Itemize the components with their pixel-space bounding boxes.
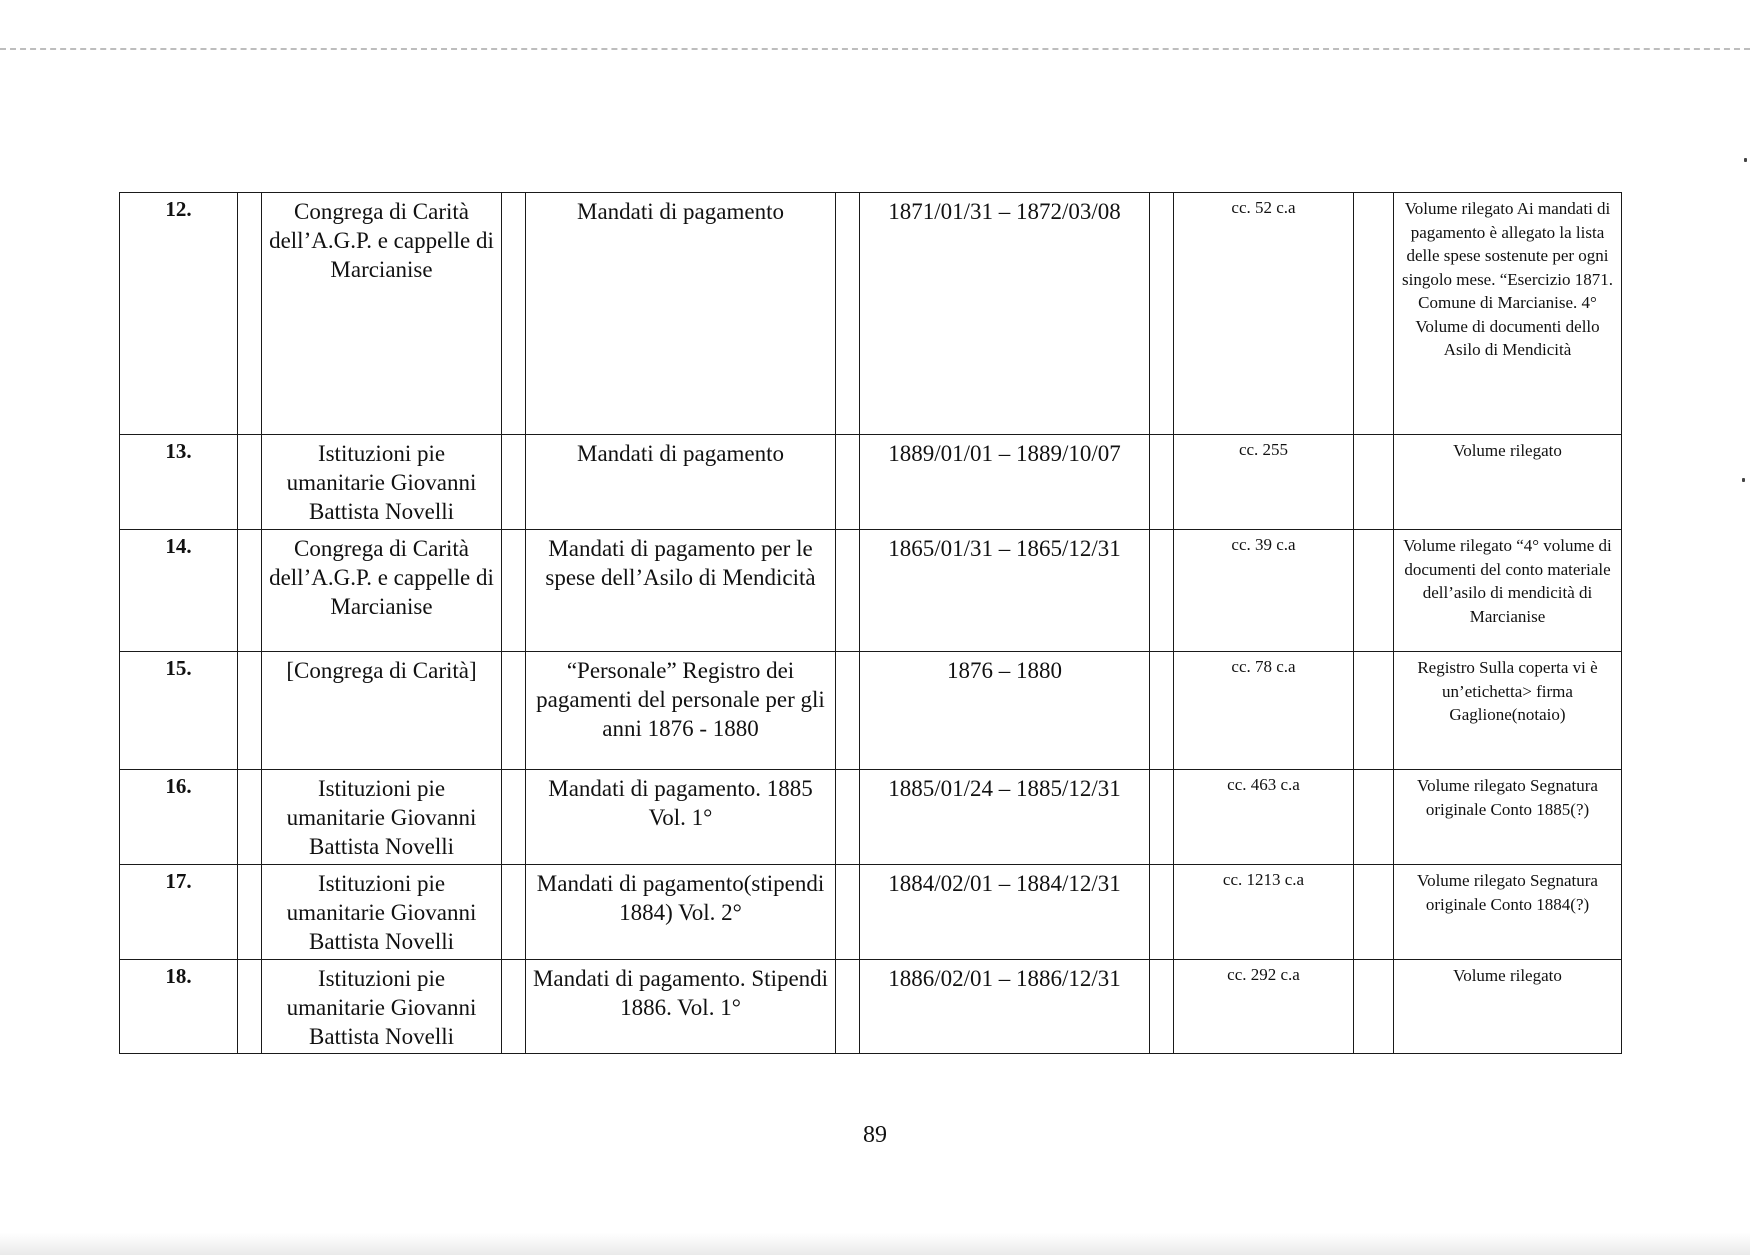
notes-cell: Volume rilegato “4° volume di documenti del conto materiale dell’asilo di mendicità di Marcianise: [1394, 530, 1622, 652]
notes-cell: Volume rilegato: [1394, 435, 1622, 530]
title-cell: Mandati di pagamento(stipendi 1884) Vol. 2°: [526, 865, 836, 960]
extent-cell: cc. 52 c.a: [1174, 193, 1354, 435]
page-number: 89: [863, 1122, 887, 1148]
entity-cell: [Congrega di Carità]: [262, 652, 502, 770]
dates-cell: 1886/02/01 – 1886/12/31: [860, 960, 1150, 1054]
notes-cell: Volume rilegato Segnatura originale Conto 1885(?): [1394, 770, 1622, 865]
table-row: [120, 960, 1622, 1054]
scan-bottom-shadow: [0, 1233, 1750, 1255]
table-row: [120, 865, 1622, 960]
table-row: [120, 652, 1622, 770]
extent-cell: cc. 78 c.a: [1174, 652, 1354, 770]
dates-cell: 1871/01/31 – 1872/03/08: [860, 193, 1150, 435]
row-number: 12.: [120, 193, 238, 435]
title-cell: Mandati di pagamento: [526, 435, 836, 530]
row-number: 15.: [120, 652, 238, 770]
dates-cell: 1865/01/31 – 1865/12/31: [860, 530, 1150, 652]
notes-cell: Registro Sulla coperta vi è un’etichetta> firma Gaglione(notaio): [1394, 652, 1622, 770]
dates-cell: 1884/02/01 – 1884/12/31: [860, 865, 1150, 960]
row-number: 13.: [120, 435, 238, 530]
extent-cell: cc. 463 c.a: [1174, 770, 1354, 865]
table-row: [120, 770, 1622, 865]
entity-cell: Istituzioni pie umanitarie Giovanni Battista Novelli: [262, 865, 502, 960]
archive-inventory-table: [119, 192, 1622, 1054]
title-cell: Mandati di pagamento. Stipendi 1886. Vol. 1°: [526, 960, 836, 1054]
extent-cell: cc. 1213 c.a: [1174, 865, 1354, 960]
extent-cell: cc. 39 c.a: [1174, 530, 1354, 652]
notes-cell: Volume rilegato: [1394, 960, 1622, 1054]
row-number: 18.: [120, 960, 238, 1054]
title-cell: Mandati di pagamento. 1885 Vol. 1°: [526, 770, 836, 865]
notes-cell: Volume rilegato Segnatura originale Conto 1884(?): [1394, 865, 1622, 960]
title-cell: Mandati di pagamento: [526, 193, 836, 435]
title-cell: Mandati di pagamento per le spese dell’Asilo di Mendicità: [526, 530, 836, 652]
notes-cell: Volume rilegato Ai mandati di pagamento è allegato la lista delle spese sostenute per ogni singolo mese. “Esercizio 1871. Comune di Marcianise. 4° Volume di documenti dello Asilo di Mendicità: [1394, 193, 1622, 435]
entity-cell: Congrega di Carità dell’A.G.P. e cappelle di Marcianise: [262, 193, 502, 435]
row-number: 16.: [120, 770, 238, 865]
scan-speck: [1742, 478, 1745, 482]
scan-speck: [1744, 158, 1747, 162]
dates-cell: 1889/01/01 – 1889/10/07: [860, 435, 1150, 530]
dates-cell: 1885/01/24 – 1885/12/31: [860, 770, 1150, 865]
entity-cell: Congrega di Carità dell’A.G.P. e cappelle di Marcianise: [262, 530, 502, 652]
scan-top-dashed-edge: [0, 48, 1750, 50]
extent-cell: cc. 255: [1174, 435, 1354, 530]
entity-cell: Istituzioni pie umanitarie Giovanni Battista Novelli: [262, 435, 502, 530]
title-cell: “Personale” Registro dei pagamenti del personale per gli anni 1876 - 1880: [526, 652, 836, 770]
row-number: 17.: [120, 865, 238, 960]
table-row: [120, 530, 1622, 652]
entity-cell: Istituzioni pie umanitarie Giovanni Battista Novelli: [262, 960, 502, 1054]
entity-cell: Istituzioni pie umanitarie Giovanni Battista Novelli: [262, 770, 502, 865]
dates-cell: 1876 – 1880: [860, 652, 1150, 770]
table-row: [120, 435, 1622, 530]
extent-cell: cc. 292 c.a: [1174, 960, 1354, 1054]
row-number: 14.: [120, 530, 238, 652]
table-row: [120, 193, 1622, 435]
